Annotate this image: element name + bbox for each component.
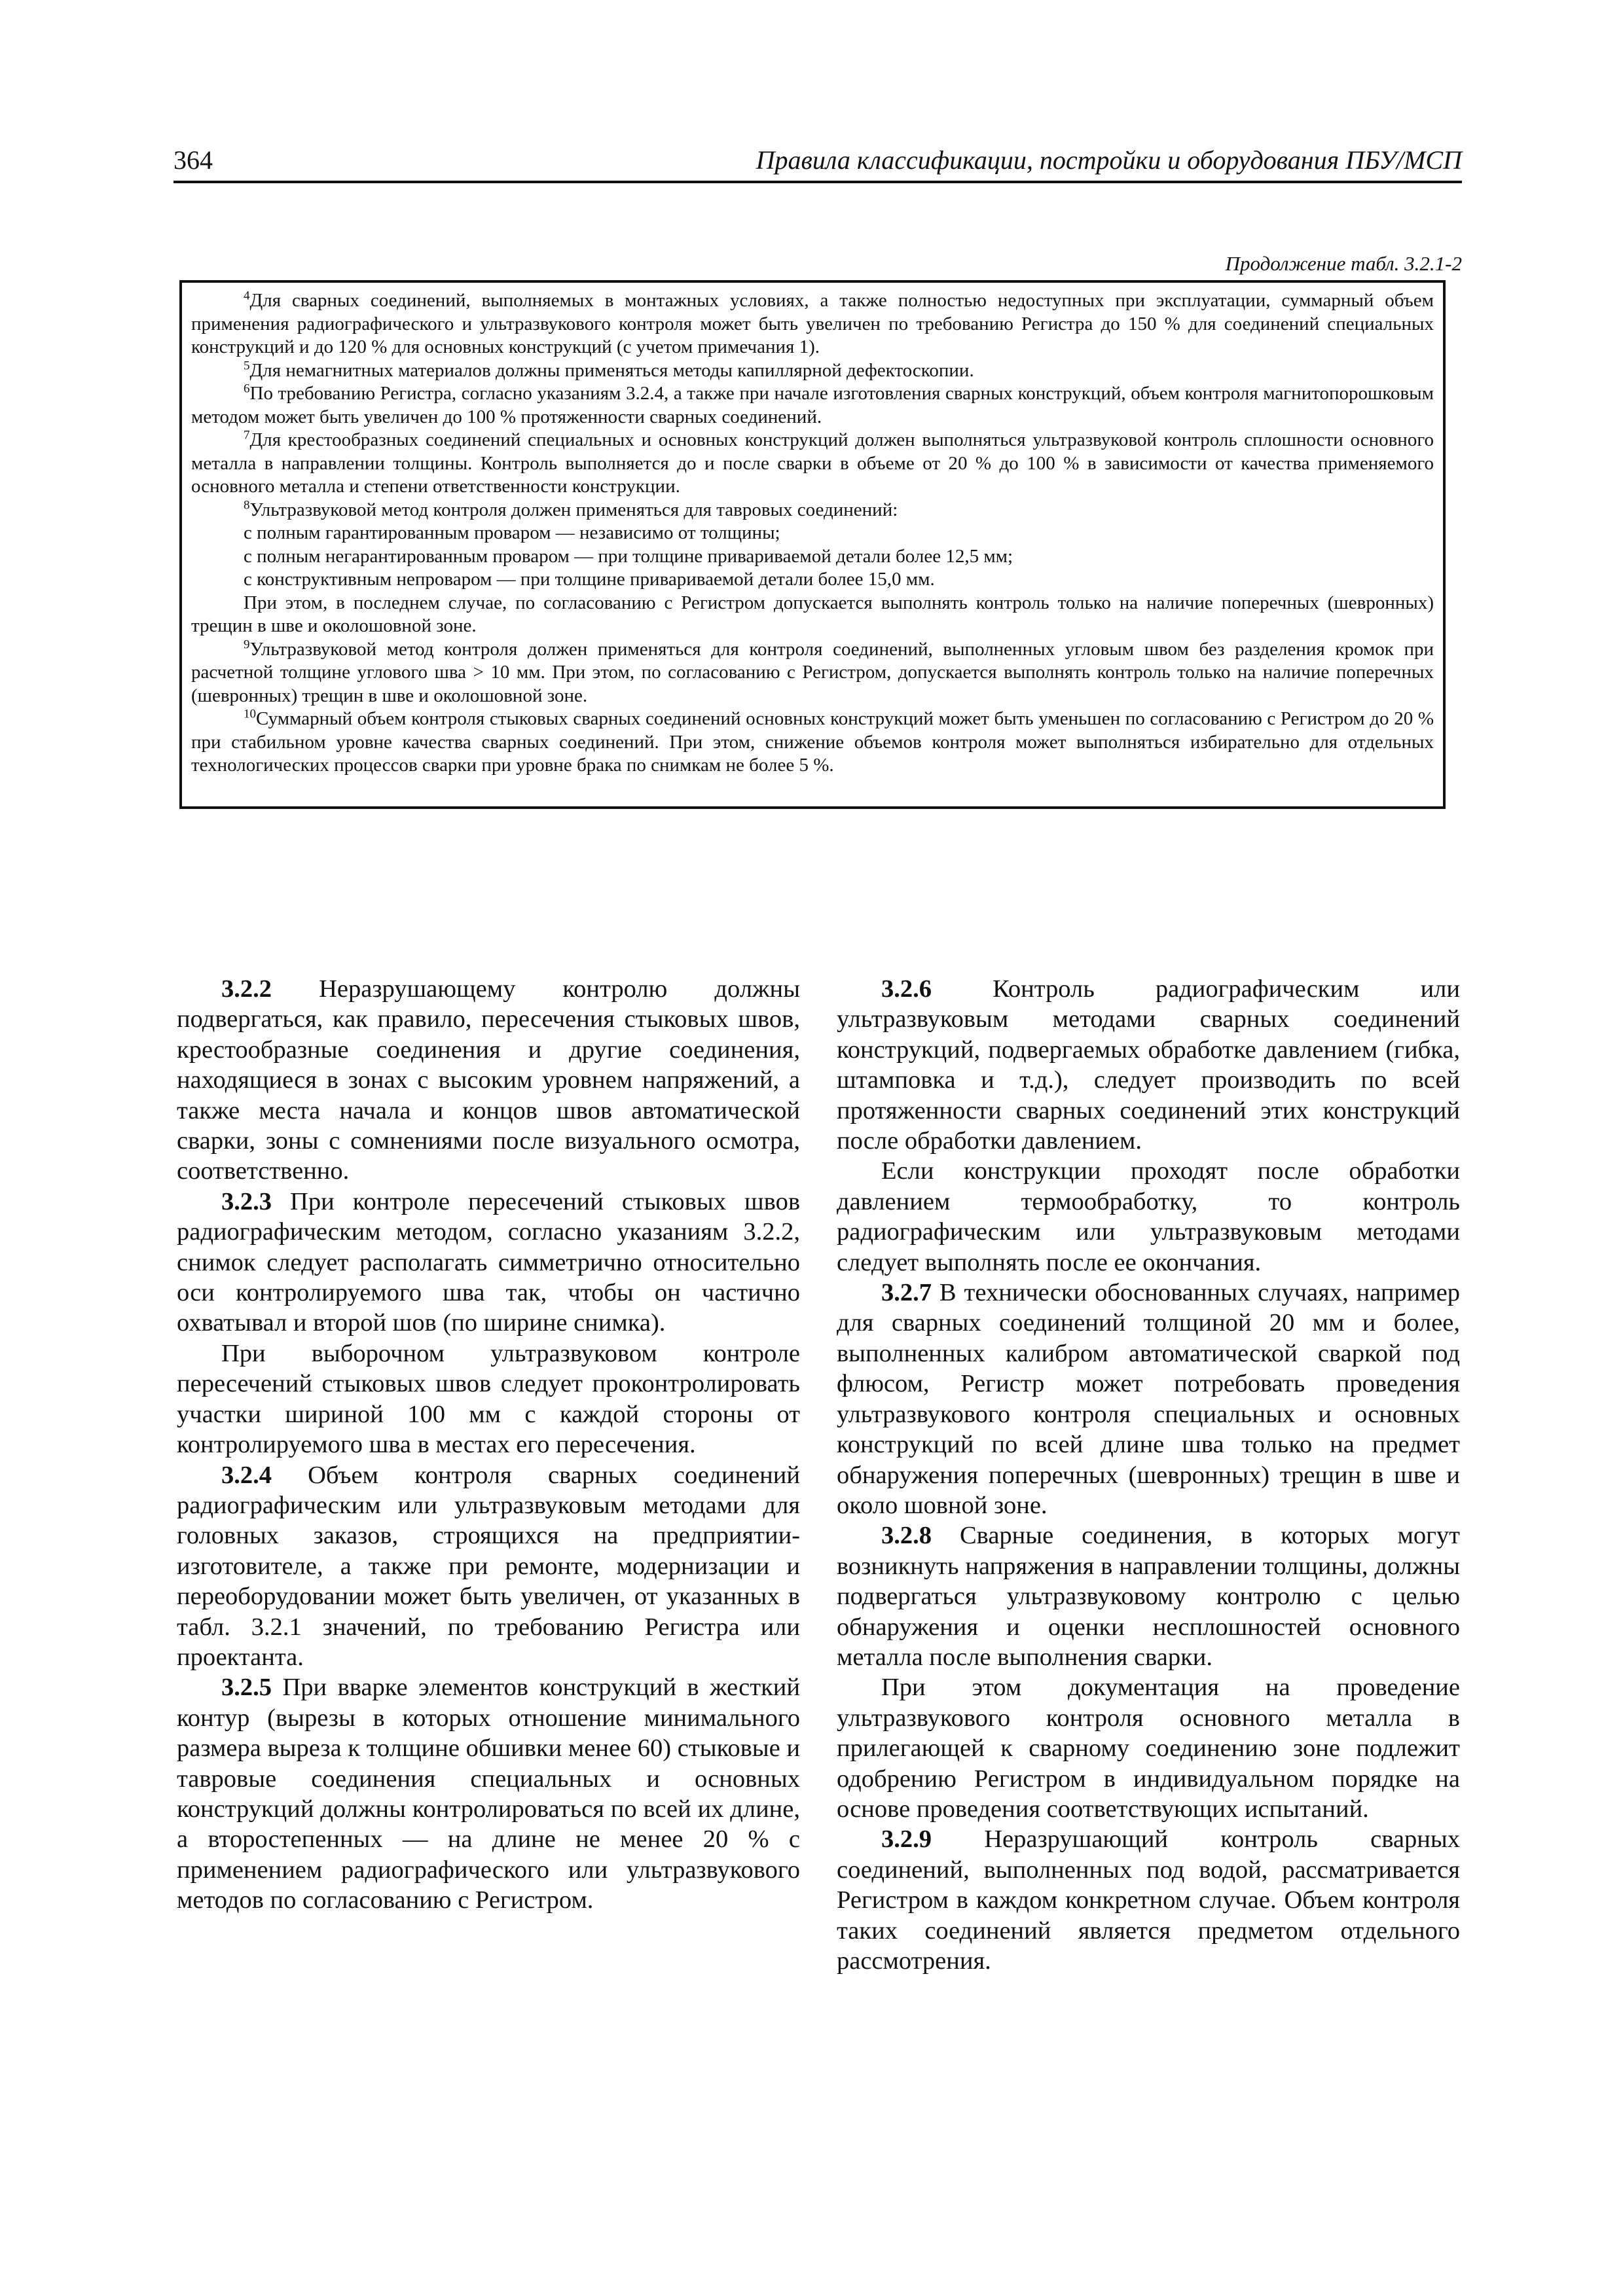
table-footnotes-box <box>179 280 1446 809</box>
section-3-2-7: 3.2.7 В технически обоснованных случаях, например для сварных соединений толщиной 20 мм и более, выполненных калибром автоматической сваркой под флюсом, Регистр может потребовать проведения ультразвукового контроля специальных и основных конструкций по всей длине шва только на предмет обнаружения поперечных (шевронных) трещин в шве и около шовной зоне. <box>837 1279 1460 1519</box>
footnote-4: $^4$Для сварных соединений, выполняемых в монтажных условиях, а также полностью недоступных при эксплуатации, суммарный объем применения радиографического и ультразвукового контроля может быть увеличен по требованию Регистра до 150 % для соединений специальных конструкций и до 120 % для основных конструкций (с учетом примечания 1). <box>191 289 1434 357</box>
footnote-8-remark: При этом, в последнем случае, по согласованию с Регистром допускается выполнять контроль только на наличие поперечных (шевронных) трещин в шве и околошовной зоне. <box>191 592 1434 636</box>
footnote-5: $^5$Для немагнитных материалов должны применяться методы капиллярной дефектоскопии. <box>244 358 974 381</box>
right-text-column <box>837 974 1460 1976</box>
section-3-2-9: 3.2.9 Неразрушающий контроль сварных соединений, выполненных под водой, рассматривается Регистром в каждом конкретном случае. Объем контроля таких соединений является предметом отдельного рассмотрения. <box>837 1825 1460 1975</box>
footnote-9: $^9$Ультразвуковой метод контроля должен применяться для контроля соединений, выполненных угловым швом без разделения кромок при расчетной толщине углового шва > 10 мм. При этом, по согласованию с Регистром, допускается выполнять контроль только на наличие поперечных (шевронных) трещин в шве и околошовной зоне. <box>191 637 1434 706</box>
section-3-2-2: 3.2.2 Неразрушающему контролю должны подвергаться, как правило, пересечения стыковых швов, крестообразные соединения и другие соединения, находящиеся в зонах с высоким уровнем напряжений, а также места начала и концов швов автоматической сварки, зоны с сомнениями после визуального осмотра, соответственно. <box>177 975 800 1185</box>
section-3-2-6-continued: Если конструкции проходят после обработки давлением термообработку, то контроль радиографическим или ультразвуковым методами следует выполнять после ее окончания. <box>837 1157 1460 1276</box>
section-3-2-3-continued: При выборочном ультразвуковом контроле пересечений стыковых швов следует проконтролировать участки шириной 100 мм с каждой стороны от контролируемого шва в местах его пересечения. <box>177 1339 800 1459</box>
section-3-2-8-continued: При этом документация на проведение ультразвукового контроля основного металла в прилегающей к сварному соединению зоне подлежит одобрению Регистром в индивидуальном порядке на основе проведения соответствующих испытаний. <box>837 1674 1460 1823</box>
page-header <box>173 143 1462 183</box>
section-3-2-5: 3.2.5 При вварке элементов конструкций в жесткий контур (вырезы в которых отношение минимального размера выреза к толщине обшивки менее 60) стыковые и тавровые соединения специальных и основных конструкций должны контролироваться по всей их длине, а второстепенных — на длине не менее 20 % с применением радиографического или ультразвукового методов по согласованию с Регистром. <box>177 1674 800 1914</box>
page-number: 364 <box>173 145 213 175</box>
left-text-column <box>177 974 800 1916</box>
section-3-2-6: 3.2.6 Контроль радиографическим или ультразвуковым методами сварных соединений конструкций, подвергаемых обработке давлением (гибка, штамповка и т.д.), следует производить по всей протяженности сварных соединений этих конструкций после обработки давлением. <box>837 975 1460 1155</box>
section-3-2-8: 3.2.8 Сварные соединения, в которых могут возникнуть напряжения в направлении толщины, должны подвергаться ультразвуковому контролю с целью обнаружения и оценки несплошностей основного металла после выполнения сварки. <box>837 1522 1460 1671</box>
footnote-8-item: с полным гарантированным проваром — независимо от толщины; <box>244 522 780 543</box>
running-title: Правила классификации, постройки и оборудования ПБУ/МСП <box>756 145 1462 175</box>
table-continuation-label: Продолжение табл. 3.2.1-2 <box>1225 252 1462 275</box>
footnote-8-item: с полным негарантированным проваром — при толщине привариваемой детали более 12,5 мм; <box>244 545 1013 567</box>
footnote-10: $^{10}$Суммарный объем контроля стыковых сварных соединений основных конструкций может быть уменьшен по согласованию с Регистром до 20 % при стабильном уровне качества сварных соединений. При этом, снижение объемов контроля может выполняться избирательно для отдельных технологических процессов сварки при уровне брака по снимкам не более 5 %. <box>191 707 1434 776</box>
section-3-2-4: 3.2.4 Объем контроля сварных соединений радиографическим или ультразвуковым методами для головных заказов, строящихся на предприятии-изготовителе, а также при ремонте, модернизации и переоборудовании может быть увеличен, от указанных в табл. 3.2.1 значений, по требованию Регистра или проектанта. <box>177 1461 800 1671</box>
footnote-8: $^8$Ультразвуковой метод контроля должен применяться для тавровых соединений: <box>244 497 898 520</box>
footnote-8-item: с конструктивным непроваром — при толщине привариваемой детали более 15,0 мм. <box>244 569 935 590</box>
footnote-6: $^6$По требованию Регистра, согласно указаниям 3.2.4, а также при начале изготовления сварных конструкций, объем контроля магнитопорошковым методом может быть увеличен до 100 % протяженности сварных соединений. <box>191 382 1434 427</box>
section-3-2-3: 3.2.3 При контроле пересечений стыковых швов радиографическим методом, согласно указаниям 3.2.2, снимок следует располагать симметрично относительно оси контролируемого шва так, чтобы он частично охватывал и второй шов (по ширине снимка). <box>177 1187 800 1337</box>
footnote-7: $^7$Для крестообразных соединений специальных и основных конструкций должен выполняться ультразвуковой контроль сплошности основного металла в направлении толщины. Контроль выполняется до и после сварки в объеме от 20 % до 100 % в зависимости от качества применяемого основного металла и степени ответственности конструкции. <box>191 428 1434 497</box>
